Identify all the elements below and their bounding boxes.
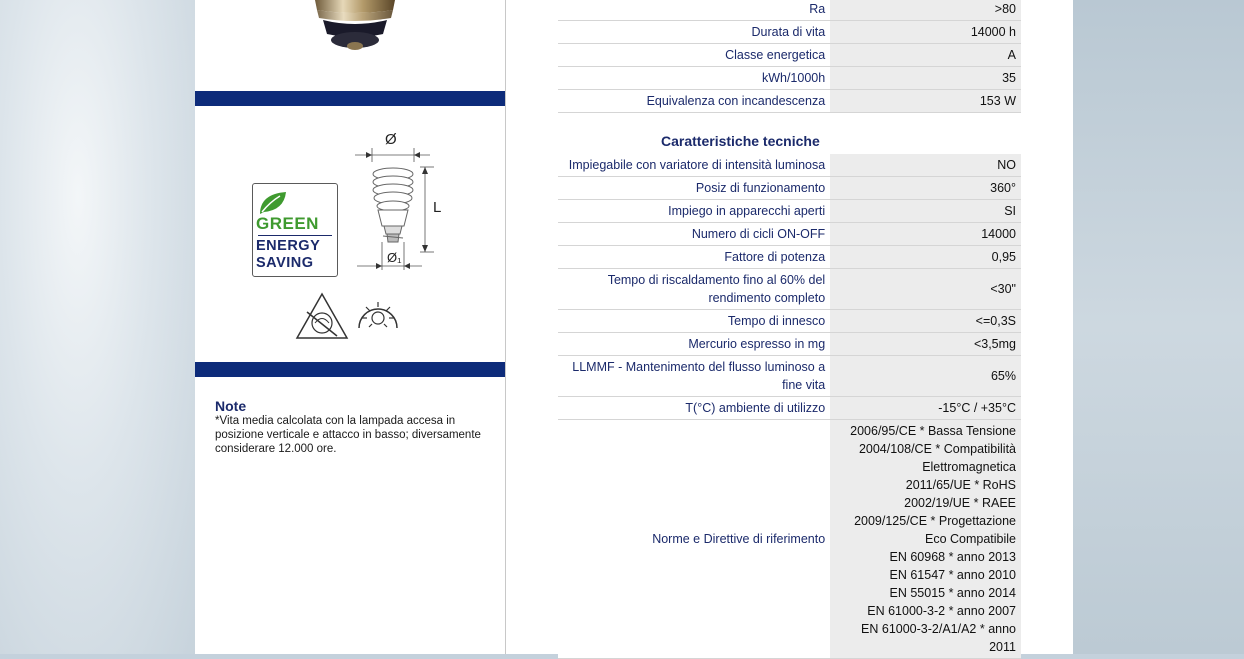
spec-label: Tempo di innesco xyxy=(558,310,830,333)
spec-value: SI xyxy=(830,200,1021,223)
column-divider xyxy=(505,0,506,654)
spec-value: -15°C / +35°C xyxy=(830,397,1021,420)
spec-label: Durata di vita xyxy=(558,21,830,44)
norm-line: 2009/125/CE * Progettazione xyxy=(854,514,1016,528)
light-on-icon xyxy=(355,292,401,338)
spec-row xyxy=(558,397,1021,420)
spec-row xyxy=(558,21,1021,44)
spec-label: Numero di cicli ON-OFF xyxy=(558,223,830,246)
spec-value: NO xyxy=(830,154,1021,177)
spec-row xyxy=(558,223,1021,246)
norm-line: Eco Compatibile xyxy=(924,532,1016,546)
length-label: L xyxy=(433,199,442,216)
blue-divider-band-2 xyxy=(195,362,505,377)
spec-label: Fattore di potenza xyxy=(558,246,830,269)
norm-line: 2006/95/CE * Bassa Tensione xyxy=(850,424,1016,438)
spec-label: Posiz di funzionamento xyxy=(558,177,830,200)
spec-label: Norme e Direttive di riferimento xyxy=(558,420,830,659)
spec-row xyxy=(558,0,1021,21)
spec-row xyxy=(558,310,1021,333)
norm-line: 2011 xyxy=(989,640,1016,654)
background-left xyxy=(0,0,195,654)
notes-title: Note xyxy=(215,398,247,414)
norm-line: EN 61000-3-2 * anno 2007 xyxy=(867,604,1016,618)
blue-divider-band xyxy=(195,91,505,106)
spec-label: Classe energetica xyxy=(558,44,830,67)
spec-label: kWh/1000h xyxy=(558,67,830,90)
lamp-base-image xyxy=(307,0,403,52)
spec-value: 360° xyxy=(830,177,1021,200)
spec-label: Impiegabile con variatore di intensità luminosa xyxy=(558,154,830,177)
spec-row xyxy=(558,44,1021,67)
logo-line-2: ENERGY xyxy=(256,238,321,254)
norm-line: 2011/65/UE * RoHS xyxy=(905,478,1016,492)
green-energy-saving-logo xyxy=(252,183,338,277)
spec-value: A xyxy=(830,44,1021,67)
spec-label: Mercurio espresso in mg xyxy=(558,333,830,356)
spec-value: 14000 h xyxy=(830,21,1021,44)
spec-value: <=0,3S xyxy=(830,310,1021,333)
spec-table-top xyxy=(558,0,1021,113)
spec-label: Ra xyxy=(558,0,830,21)
notes-box xyxy=(215,398,485,456)
norm-line: EN 60968 * anno 2013 xyxy=(889,550,1016,564)
spec-row xyxy=(558,420,1021,659)
spec-row xyxy=(558,333,1021,356)
spec-value: 153 W xyxy=(830,90,1021,113)
logo-line-1: GREEN xyxy=(256,214,319,233)
norm-line: EN 55015 * anno 2014 xyxy=(889,586,1016,600)
no-dimmer-icon xyxy=(295,292,349,340)
spec-row xyxy=(558,90,1021,113)
spec-value: 35 xyxy=(830,67,1021,90)
norm-line: EN 61000-3-2/A1/A2 * anno xyxy=(861,622,1016,636)
spec-row xyxy=(558,200,1021,223)
diameter-label: Ø xyxy=(385,131,397,148)
spec-row xyxy=(558,67,1021,90)
spec-value: >80 xyxy=(830,0,1021,21)
spec-table-tech xyxy=(558,154,1021,659)
background-right xyxy=(1073,0,1244,654)
spec-value: <3,5mg xyxy=(830,333,1021,356)
spec-value: 65% xyxy=(830,356,1021,397)
spec-row xyxy=(558,269,1021,310)
logo-rule xyxy=(258,235,332,236)
spec-row xyxy=(558,154,1021,177)
spec-value: 0,95 xyxy=(830,246,1021,269)
spec-row xyxy=(558,177,1021,200)
spec-label: LLMMF - Mantenimento del flusso luminoso a fine vita xyxy=(558,356,830,397)
logo-line-3: SAVING xyxy=(256,255,314,271)
spec-label: Equivalenza con incandescenza xyxy=(558,90,830,113)
norm-line: 2002/19/UE * RAEE xyxy=(904,496,1016,510)
norm-line: 2004/108/CE * Compatibilità xyxy=(858,442,1016,456)
spec-value: <30" xyxy=(830,269,1021,310)
spec-value: 14000 xyxy=(830,223,1021,246)
section-title: Caratteristiche tecniche xyxy=(661,133,820,149)
spec-row xyxy=(558,356,1021,397)
leaf-icon xyxy=(258,190,288,216)
spec-value xyxy=(830,420,1021,659)
spec-label: T(°C) ambiente di utilizzo xyxy=(558,397,830,420)
spec-label: Impiego in apparecchi aperti xyxy=(558,200,830,223)
norm-line: EN 61547 * anno 2010 xyxy=(889,568,1016,582)
notes-text: *Vita media calcolata con la lampada accesa in posizione verticale e attacco in basso; diversamente considerare 12.000 ore. xyxy=(215,415,481,455)
diameter1-label: Ø₁ xyxy=(387,250,402,265)
norm-line: Elettromagnetica xyxy=(922,460,1016,474)
spec-row xyxy=(558,246,1021,269)
spec-label: Tempo di riscaldamento fino al 60% del rendimento completo xyxy=(558,269,830,310)
product-sheet xyxy=(195,0,1073,654)
